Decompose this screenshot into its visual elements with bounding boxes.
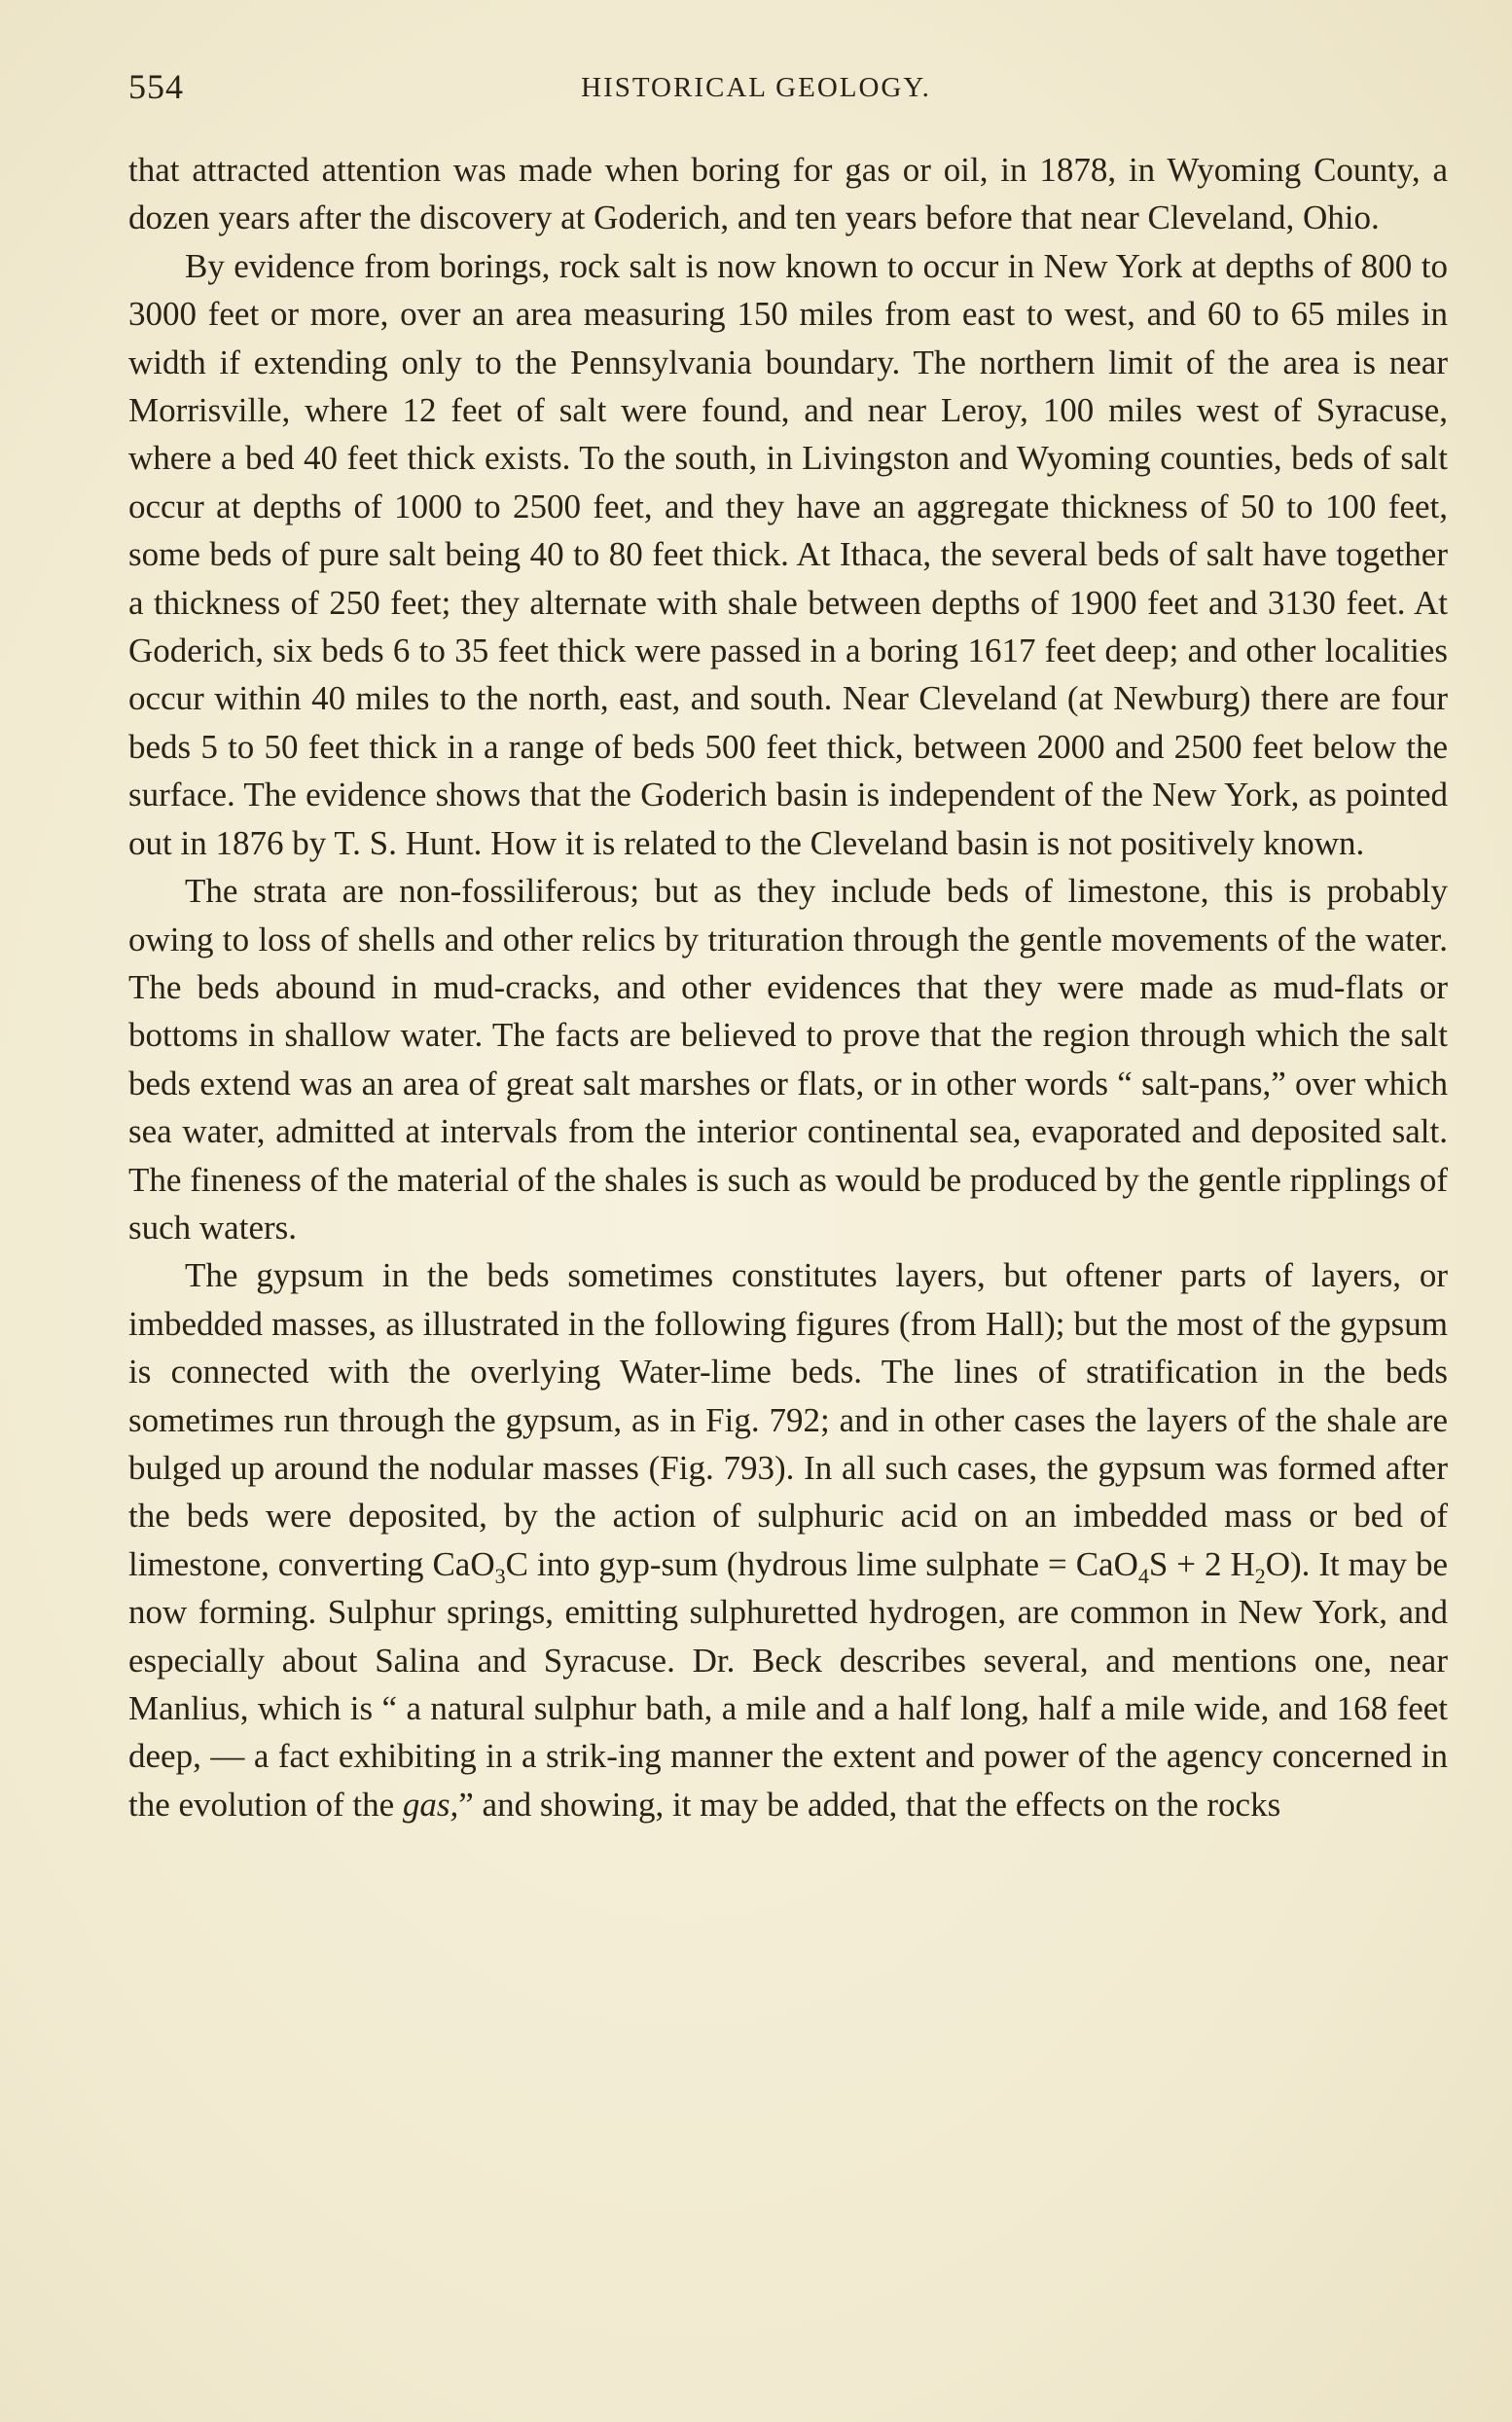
gypsum-text-2: C into gyp-sum (hydrous lime sulphate = CaO xyxy=(505,1544,1138,1583)
gypsum-text-1: The gypsum in the beds sometimes constitutes layers, but oftener parts of layers, or imbedded masses, as illustrated in the following figures (from Hall); but the most of the gypsum is connected with the overlying Water-lime beds. The lines of stratification in the beds sometimes run through the gypsum, as in Fig. 792; and in other cases the layers of the shale are bulged up around the nodular masses (Fig. 793). In all such cases, the gypsum was formed after the beds were deposited, by the action of sulphuric acid on an imbedded mass or bed of limestone, converting CaO xyxy=(128,1256,1448,1583)
gypsum-text-3: S + 2 H xyxy=(1148,1544,1255,1583)
subscript-2: 2 xyxy=(1254,1563,1266,1588)
paragraph-continuation: that attracted attention was made when boring for gas or oil, in 1878, in Wyoming County, a dozen years after the discovery at Goderich, and ten years before that near Cleveland, Ohio. xyxy=(128,151,1448,237)
paragraph-strata: The strata are non-fossiliferous; but as they include beds of limestone, this is probably owing to loss of shells and other relics by trituration through the gentle movements of the water. The beds abound in mud-cracks, and other evidences that they were made as mud-flats or bottoms in shallow water. The facts are believed to prove that the region through which the salt beds extend was an area of great salt marshes or flats, or in other words “ salt-pans,” over which sea water, admitted at intervals from the interior continental sea, evaporated and deposited salt. The fineness of the material of the shales is such as would be produced by the gentle ripplings of such waters. xyxy=(128,872,1448,1247)
paragraph-rock-salt: By evidence from borings, rock salt is now known to occur in New York at depths of 800 to 3000 feet or more, over an area measuring 150 miles from east to west, and 60 to 65 miles in width if extending only to the Pennsylvania boundary. The northern limit of the area is near Morrisville, where 12 feet of salt were found, and near Leroy, 100 miles west of Syracuse, where a bed 40 feet thick exists. To the south, in Livingston and Wyoming counties, beds of salt occur at depths of 1000 to 2500 feet, and they have an aggregate thickness of 50 to 100 feet, some beds of pure salt being 40 to 80 feet thick. At Ithaca, the several beds of salt have together a thickness of 250 feet; they alternate with shale between depths of 1900 feet and 3130 feet. At Goderich, six beds 6 to 35 feet thick were passed in a boring 1617 feet deep; and other localities occur within 40 miles to the north, east, and south. Near Cleveland (at Newburg) there are four beds 5 to 50 feet thick in a range of beds 500 feet thick, between 2000 and 2500 feet below the surface. The evidence shows that the Goderich basin is independent of the New York, as pointed out in 1876 by T. S. Hunt. How it is related to the Cleveland basin is not positively known. xyxy=(128,246,1448,862)
paragraph-gypsum xyxy=(128,1251,1448,1828)
gypsum-text-5: ” and showing, it may be added, that the effects on the rocks xyxy=(458,1785,1281,1824)
page-number: 554 xyxy=(128,67,184,106)
body-text xyxy=(128,146,1448,1828)
gypsum-text-4: O). It may be now forming. Sulphur springs, emitting sulphuretted hydrogen, are common in New York, and especially about Salina and Syracuse. Dr. Beck describes several, and mentions one, near Manlius, which is “ a natural sulphur bath, a mile and a half long, half a mile wide, and 168 feet deep, — a fact exhibiting in a strik-ing manner the extent and power of the agency concerned in the evolution of the xyxy=(128,1544,1449,1824)
running-head: HISTORICAL GEOLOGY. xyxy=(581,72,931,103)
page-header xyxy=(128,58,1384,117)
subscript-4: 4 xyxy=(1137,1563,1149,1588)
subscript-3: 3 xyxy=(494,1563,506,1588)
italic-gas: gas, xyxy=(402,1785,459,1824)
